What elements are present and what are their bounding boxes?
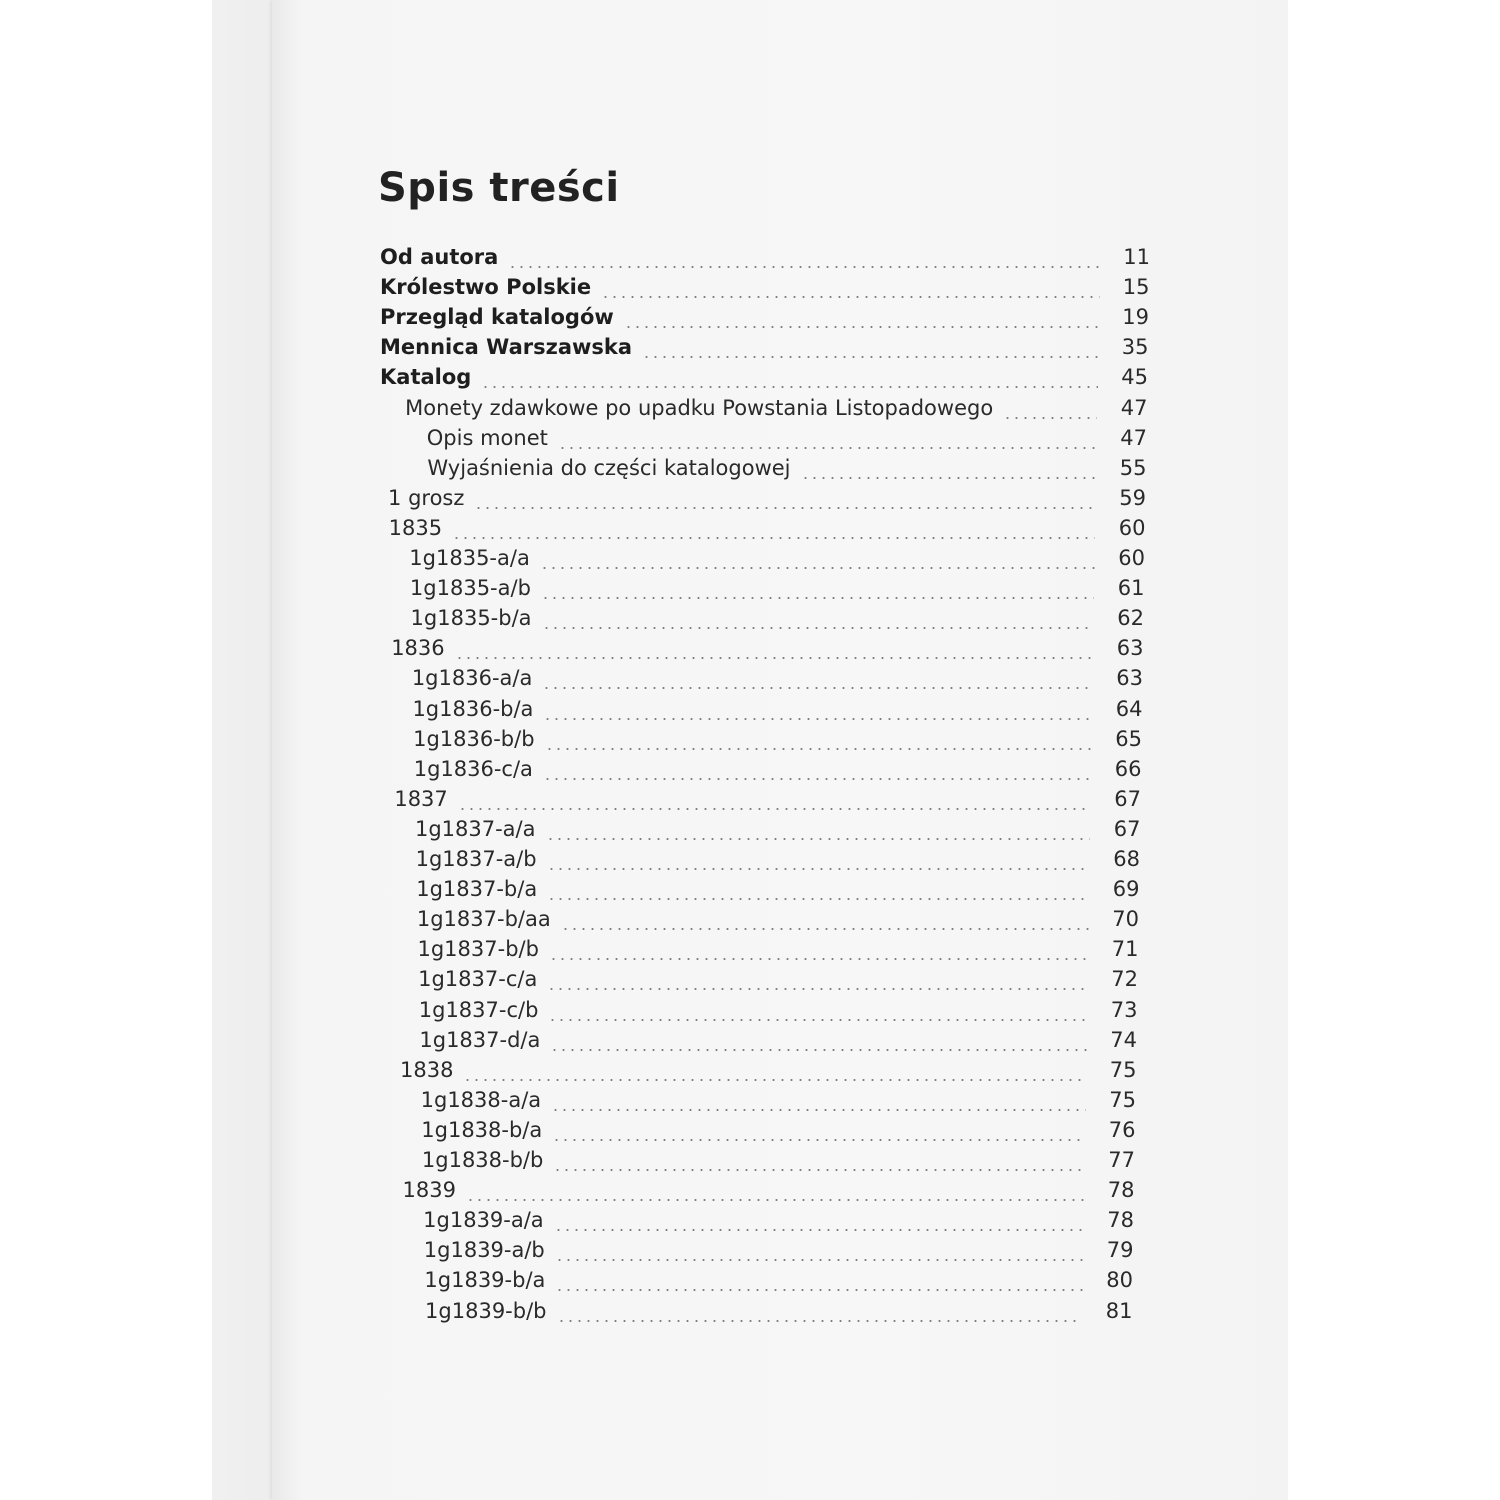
toc-entry-page-number: 63 — [1116, 636, 1144, 661]
toc-entry-label: 1g1836-c/a — [413, 756, 533, 781]
toc-entry-page-number: 60 — [1118, 515, 1146, 540]
toc-entry — [388, 486, 1146, 516]
toc-entry-page-number: 47 — [1120, 395, 1148, 420]
toc-entry — [419, 998, 1138, 1028]
toc-entry-label: 1g1837-d/a — [419, 1027, 541, 1052]
toc-entry-page-number: 47 — [1120, 425, 1147, 450]
dot-leader — [558, 447, 1097, 449]
toc-entry-label: 1g1839-b/a — [424, 1268, 546, 1293]
toc-entry — [391, 636, 1143, 666]
toc-entry-label: Katalog — [380, 365, 472, 390]
toc-entry-label: 1g1839-a/a — [423, 1208, 544, 1233]
toc-entry — [389, 516, 1146, 546]
toc-entry — [416, 877, 1139, 907]
toc-entry-label: 1g1839-a/b — [423, 1238, 545, 1263]
toc-entry-label: 1g1837-b/aa — [416, 907, 551, 932]
dot-leader — [455, 657, 1094, 659]
toc-entry-page-number: 69 — [1112, 877, 1140, 902]
toc-entry-label: 1g1837-b/a — [416, 877, 538, 902]
toc-entry-page-number: 71 — [1111, 937, 1139, 962]
toc-entry — [412, 697, 1142, 727]
toc-entry-page-number: 70 — [1112, 907, 1139, 932]
toc-entry-label: 1g1835-a/a — [409, 546, 530, 570]
dot-leader — [474, 507, 1096, 509]
toc-entry-page-number: 66 — [1114, 756, 1142, 781]
toc-entry-label: Wyjaśnienia do części katalogowej — [427, 455, 791, 480]
toc-entry-label: 1g1837-b/b — [417, 937, 539, 962]
dot-leader — [481, 386, 1098, 388]
dot-leader — [540, 567, 1095, 569]
toc-entry-label: 1g1838-b/a — [421, 1117, 543, 1142]
toc-entry-label: 1g1835-b/a — [410, 606, 532, 631]
toc-entry-label: Opis monet — [426, 425, 548, 450]
toc-entry — [427, 456, 1146, 486]
dot-leader — [463, 1079, 1086, 1081]
toc-entry-page-number: 11 — [1123, 245, 1150, 269]
dot-leader — [550, 1049, 1087, 1051]
toc-entry-label: 1837 — [394, 786, 448, 811]
toc-entry — [380, 305, 1149, 335]
toc-entry-label: 1g1835-a/b — [409, 576, 531, 601]
toc-entry — [421, 1088, 1136, 1118]
toc-entry — [394, 787, 1141, 817]
dot-leader — [601, 296, 1099, 298]
dot-leader — [545, 748, 1092, 750]
toc-entry — [424, 1238, 1134, 1268]
dot-leader — [555, 1289, 1083, 1291]
toc-entry — [380, 365, 1148, 395]
dot-leader — [551, 1109, 1086, 1111]
toc-entry — [400, 1058, 1136, 1088]
toc-entry-page-number: 75 — [1109, 1057, 1137, 1082]
toc-entry — [425, 1299, 1132, 1329]
toc-entry-page-number: 62 — [1117, 606, 1144, 631]
toc-entry-label: Od autora — [380, 245, 499, 269]
toc-entry-page-number: 63 — [1116, 666, 1143, 691]
toc-entry-page-number: 45 — [1121, 365, 1148, 390]
dot-leader — [554, 1229, 1084, 1231]
toc-entry-label: 1g1838-a/a — [420, 1087, 542, 1112]
dot-leader — [547, 898, 1089, 900]
toc-entry-page-number: 80 — [1106, 1268, 1133, 1293]
dot-leader — [542, 687, 1093, 689]
toc-entry — [415, 817, 1141, 847]
toc-entry-label: 1g1836-a/a — [411, 666, 533, 691]
toc-entry — [411, 606, 1144, 636]
dot-leader — [542, 627, 1094, 629]
toc-entry — [405, 396, 1147, 426]
toc-entry — [414, 757, 1142, 787]
toc-entry-page-number: 78 — [1107, 1208, 1134, 1233]
toc-entry-label: Monety zdawkowe po upadku Powstania Listopadowego — [405, 395, 994, 420]
toc-entry-label: 1g1837-c/b — [418, 997, 539, 1022]
toc-entry-page-number: 61 — [1117, 576, 1145, 601]
dot-leader — [552, 1139, 1085, 1141]
toc-entry-label: Mennica Warszawska — [380, 335, 633, 360]
toc-entry — [409, 546, 1145, 576]
dot-leader — [1003, 417, 1097, 419]
dot-leader — [466, 1199, 1085, 1201]
dot-leader — [548, 1019, 1087, 1021]
dot-leader — [452, 537, 1095, 539]
toc-entry — [413, 727, 1142, 757]
toc-entry-page-number: 15 — [1122, 275, 1150, 300]
toc-entry-label: 1g1837-c/a — [418, 967, 538, 992]
toc-entry-page-number: 73 — [1110, 997, 1138, 1022]
toc-entry — [417, 907, 1139, 937]
toc-entry-page-number: 77 — [1108, 1148, 1135, 1172]
dot-leader — [624, 326, 1099, 328]
toc-entry — [427, 426, 1147, 456]
toc-entry-label: 1g1837-a/a — [414, 816, 536, 841]
dot-leader — [555, 1259, 1084, 1261]
toc-entry-label: 1g1836-b/a — [412, 696, 534, 721]
toc-entry-page-number: 60 — [1118, 546, 1145, 570]
toc-entry-label: 1 grosz — [388, 485, 465, 510]
toc-entry-label: 1g1838-b/b — [421, 1148, 544, 1172]
dot-leader — [801, 477, 1097, 479]
toc-entry-page-number: 67 — [1113, 816, 1141, 841]
toc-entry-page-number: 81 — [1105, 1298, 1133, 1323]
toc-entry-page-number: 72 — [1111, 967, 1138, 992]
toc-entry-label: 1g1839-b/b — [425, 1298, 547, 1323]
toc-entry — [418, 967, 1138, 997]
toc-entry-page-number: 67 — [1114, 786, 1141, 811]
toc-entry — [423, 1208, 1134, 1238]
toc-entry-page-number: 65 — [1115, 726, 1142, 751]
toc-entry-page-number: 55 — [1119, 455, 1147, 480]
toc-entry-page-number: 19 — [1122, 305, 1149, 330]
toc-entry — [416, 847, 1140, 877]
toc-entry — [380, 275, 1150, 305]
toc-entry — [412, 666, 1143, 696]
toc-entry-page-number: 64 — [1115, 696, 1143, 721]
dot-leader — [458, 808, 1091, 810]
toc-entry — [424, 1268, 1133, 1298]
dot-leader — [547, 988, 1088, 990]
toc-entry-label: 1839 — [402, 1178, 456, 1203]
toc-entry-page-number: 59 — [1119, 485, 1146, 510]
toc-entry-label: Przegląd katalogów — [380, 305, 614, 330]
toc-entry-page-number: 68 — [1113, 847, 1140, 871]
dot-leader — [549, 958, 1089, 960]
toc-entry-label: 1838 — [400, 1057, 454, 1082]
toc-entry-page-number: 79 — [1106, 1238, 1134, 1263]
toc-entry — [417, 937, 1138, 967]
toc-entry — [380, 335, 1149, 365]
toc-entry-page-number: 35 — [1121, 335, 1149, 360]
toc-entry — [380, 245, 1150, 275]
toc-entry-page-number: 76 — [1108, 1117, 1136, 1142]
dot-leader — [508, 266, 1100, 268]
toc-entry — [410, 576, 1145, 606]
toc-entry-label: 1g1836-b/b — [413, 726, 535, 751]
page-title: Spis treści — [378, 165, 620, 211]
dot-leader — [541, 597, 1095, 599]
toc-entry — [422, 1148, 1135, 1178]
toc-entry — [419, 1028, 1137, 1058]
dot-leader — [547, 868, 1090, 870]
dot-leader — [543, 718, 1092, 720]
toc-entry-page-number: 75 — [1109, 1087, 1136, 1112]
dot-leader — [642, 356, 1098, 358]
dot-leader — [557, 1320, 1083, 1322]
toc-entry-label: Królestwo Polskie — [380, 275, 592, 300]
toc-entry-page-number: 78 — [1107, 1178, 1135, 1203]
dot-leader — [543, 778, 1092, 780]
toc-entry-label: 1835 — [388, 515, 443, 540]
toc-entry-label: 1836 — [391, 636, 445, 661]
dot-leader — [561, 928, 1089, 930]
toc-entry-page-number: 74 — [1110, 1027, 1137, 1052]
dot-leader — [546, 838, 1091, 840]
toc-entry-label: 1g1837-a/b — [415, 847, 537, 871]
toc-entry — [421, 1118, 1135, 1148]
toc-entry — [403, 1178, 1135, 1208]
dot-leader — [553, 1169, 1085, 1171]
